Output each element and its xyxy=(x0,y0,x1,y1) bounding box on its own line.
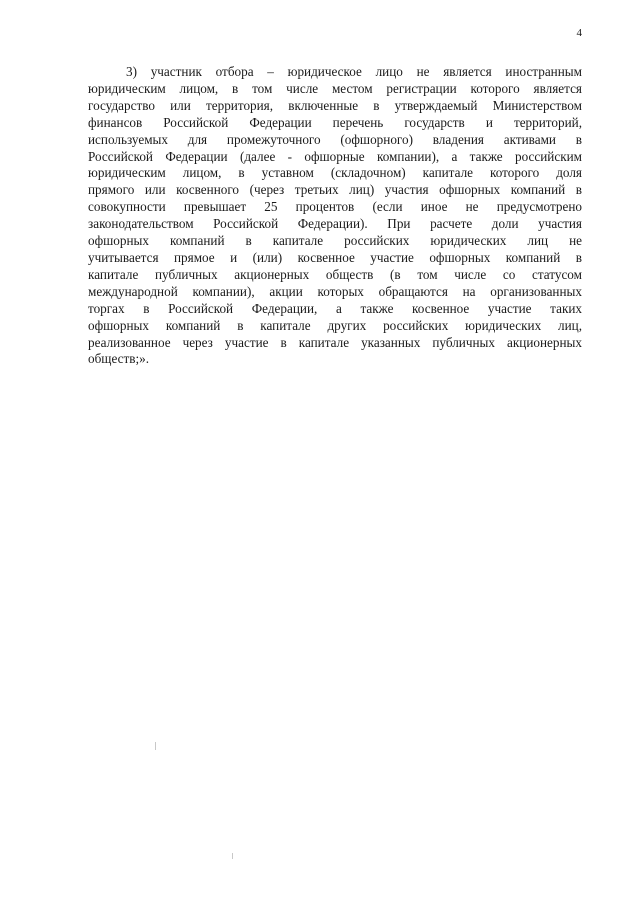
paragraph-line: государство или территория, включенные в утверждаемый Министерством xyxy=(88,97,582,113)
paragraph-line: юридическим лицом, в уставном (складочном) капитале которого доля xyxy=(88,165,582,181)
paragraph-line: реализованное через участие в капитале указанных публичных акционерных xyxy=(88,334,582,350)
paragraph-line: международной компании), акции которых обращаются на организованных xyxy=(88,283,582,299)
page-number: 4 xyxy=(576,27,582,39)
paragraph-line: 3) участник отбора – юридическое лицо не является иностранным xyxy=(126,64,582,79)
paragraph-line: юридическим лицом, в том числе местом регистрации которого является xyxy=(88,80,582,96)
paragraph-line: обществ;». xyxy=(88,351,150,367)
scan-artifact xyxy=(155,742,156,750)
paragraph-line: торгах в Российской Федерации, а также косвенное участие таких xyxy=(88,300,582,316)
paragraph-line: офшорных компаний в капитале других российских юридических лиц, xyxy=(88,317,582,333)
paragraph-line: Российской Федерации (далее - офшорные компании), а также российским xyxy=(88,148,582,164)
paragraph-line: учитывается прямое и (или) косвенное участие офшорных компаний в xyxy=(88,249,582,265)
paragraph-line: офшорных компаний в капитале российских юридических лиц не xyxy=(88,233,582,249)
paragraph-line: прямого или косвенного (через третьих лиц) участия офшорных компаний в xyxy=(88,182,582,198)
paragraph-line: совокупности превышает 25 процентов (если иное не предусмотрено xyxy=(88,199,582,215)
paragraph-line: используемых для промежуточного (офшорного) владения активами в xyxy=(88,131,582,147)
paragraph-line: законодательством Российской Федерации). При расчете доли участия xyxy=(88,216,582,232)
scan-artifact xyxy=(232,853,233,859)
paragraph-line: капитале публичных акционерных обществ (в том числе со статусом xyxy=(88,266,582,282)
paragraph-line: финансов Российской Федерации перечень государств и территорий, xyxy=(88,114,582,130)
paragraph-offshore-participant xyxy=(88,64,582,368)
